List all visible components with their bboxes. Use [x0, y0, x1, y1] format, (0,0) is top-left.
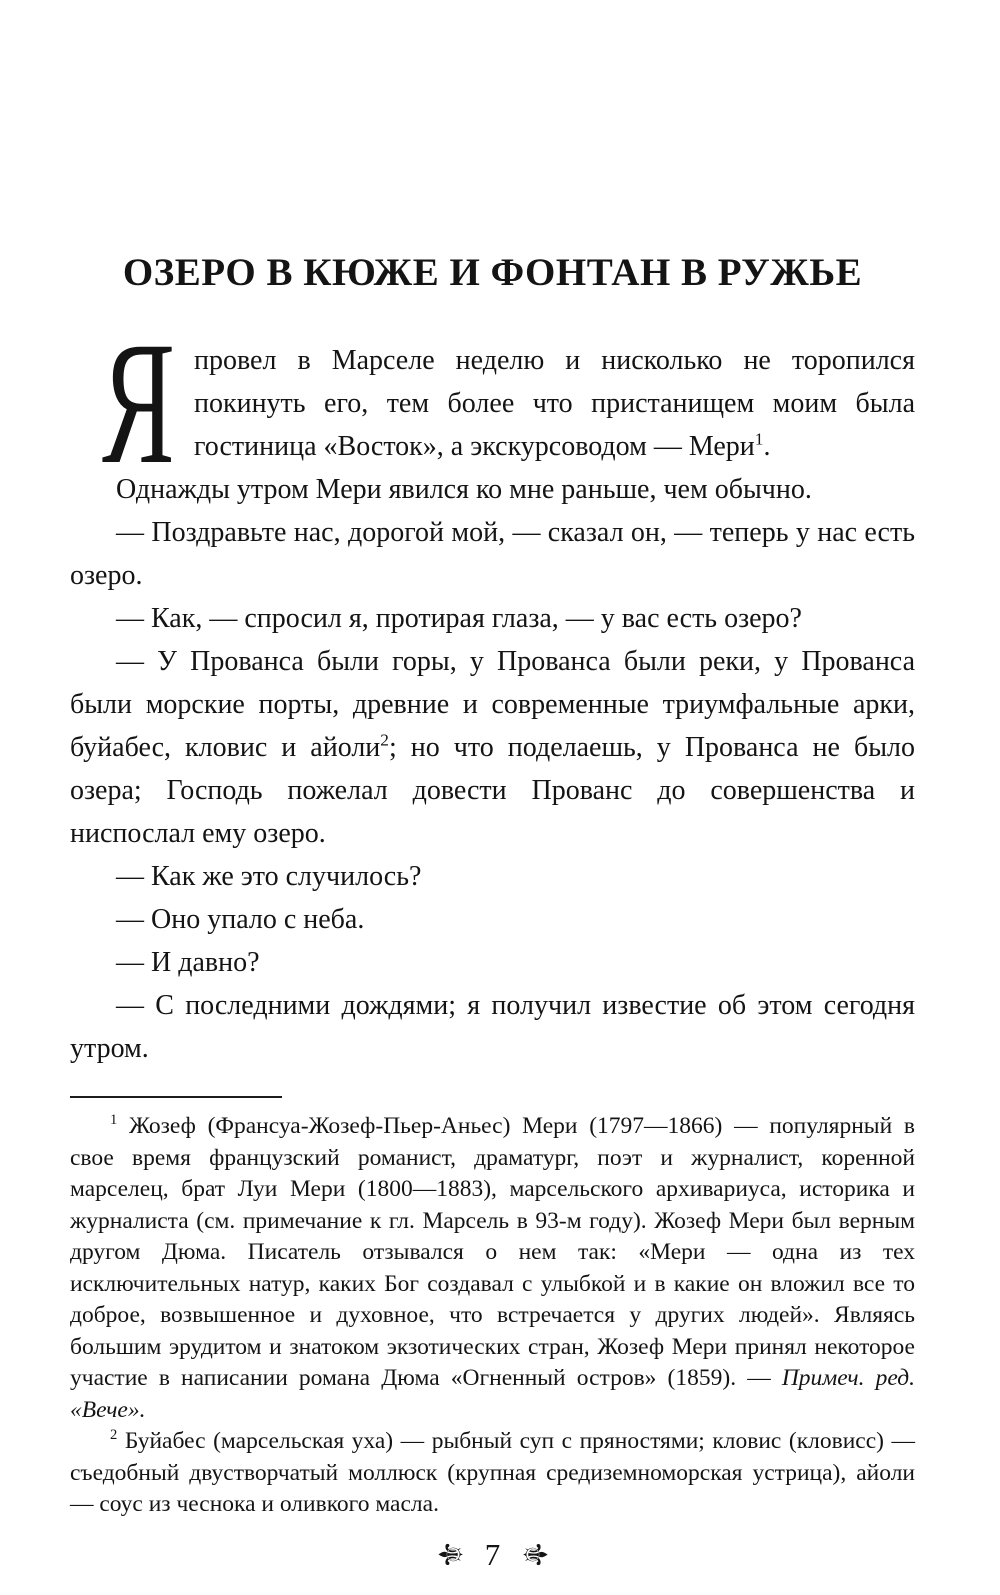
dialogue-paragraph [70, 597, 915, 640]
fleur-de-lis-right-icon: ⚜ [514, 1539, 554, 1570]
chapter-title: ОЗЕРО В КЮЖЕ И ФОНТАН В РУЖЬЕ [122, 251, 863, 294]
footnote-1 [70, 1111, 915, 1426]
text-run: — Как, — спросил я, протирая глаза, — у вас есть озеро? [116, 603, 802, 634]
italic-text: Примеч. ред. «Вече». [70, 1365, 915, 1423]
text-run: — У Прованса были горы, у Прованса были реки, у Прованса были морские порты, древние и современные триумфальные арки, буйабес, кловис и айоли [70, 646, 915, 763]
dialogue-paragraph [70, 941, 915, 984]
footnote-marker: 2 [380, 730, 389, 750]
page-footer [70, 1537, 915, 1573]
footnote-marker: 2 [110, 1427, 118, 1444]
fleur-de-lis-left-icon: ⚜ [431, 1539, 471, 1570]
text-run: Жозеф (Франсуа-Жозеф-Пьер-Аньес) Мери (1797—1866) — популярный в свое время французский романист, драматург, поэт и журналист, коренной марселец, брат Луи Мери (1800—1883), марсельского архивариуса, историка и журналиста (см. примечание к гл. Марсель в 93-м году). Жозеф Мери был верным другом Дюма. Писатель отзывался о нем так: «Мери — одна из тех исключительных натур, каких Бог создавал с улыбкой и в какие он вложил все то доброе, возвышенное и духовное, что встречается у других людей». Являясь большим эрудитом и знатоком экзотических стран, Жозеф Мери принял некоторое участие в написании романа Дюма «Огненный остров» (1859). — [70, 1113, 915, 1391]
text-run: — Оно упало с неба. [116, 904, 365, 935]
page-number: 7 [484, 1536, 501, 1572]
footnotes [70, 1111, 915, 1521]
dialogue-paragraph [70, 984, 915, 1070]
text-run: Буйабес (марсельская уха) — рыбный суп с пряностями; кловис (кловисс) — съедобный двустворчатый моллюск (крупная средиземноморская устрица), айоли — соус из чеснока и оливкого масла. [70, 1428, 915, 1517]
dialogue-paragraph [70, 640, 915, 855]
footnote-marker: 1 [754, 429, 764, 449]
dialogue-paragraph [70, 855, 915, 898]
drop-cap-letter: Я [102, 306, 175, 501]
dialogue-paragraph [70, 511, 915, 597]
text-run: провел в Марселе неделю и нисколько не торопился покинуть его, тем более что пристанищем моим была гостиница «Восток», а экскурсоводом — Мери [194, 345, 915, 462]
dialogue-paragraph [70, 898, 915, 941]
footnote-separator [70, 1096, 282, 1098]
text-run: Однажды утром Мери явился ко мне раньше, чем обычно. [116, 474, 812, 505]
body-text [70, 306, 915, 1070]
footnote-2 [70, 1426, 915, 1521]
text-run: — И давно? [116, 947, 260, 978]
text-run: — С последними дождями; я получил известие об этом сегодня утром. [70, 990, 915, 1064]
text-run: . [763, 431, 771, 462]
text-run: ; но что поделаешь, у Прованса не было озера; Господь пожелал довести Прованс до совершенства и ниспослал ему озеро. [70, 732, 915, 849]
text-run: — Поздравьте нас, дорогой мой, — сказал он, — теперь у нас есть озеро. [70, 517, 915, 591]
narration-paragraph [70, 468, 915, 511]
text-run: — Как же это случилось? [116, 861, 422, 892]
footnote-marker: 1 [110, 1112, 118, 1129]
